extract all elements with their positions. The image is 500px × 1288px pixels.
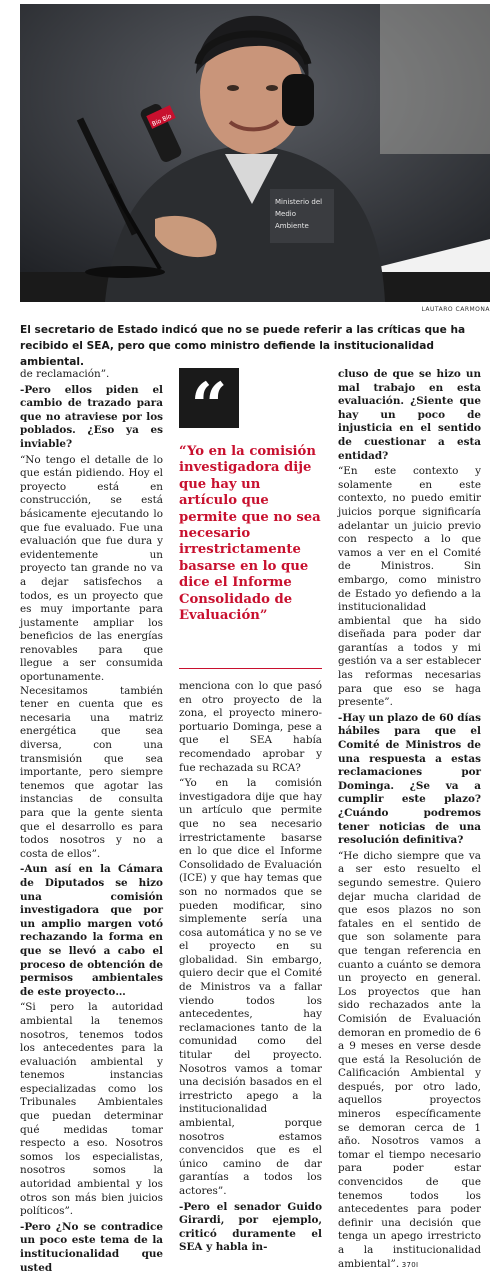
svg-text:Ministerio del: Ministerio del [275,198,323,206]
interview-question: cluso de que se hizo un mal trabajo en esta evaluación. ¿Siente que hay un poco de injusticia en el sentido de cuestionar a esta entidad? [338,368,481,462]
pull-quote [179,368,322,669]
quote-mark-icon: “ [179,368,239,428]
author-signature: 370I [399,1260,419,1269]
interview-question: -Pero el senador Guido Girardi, por ejemplo, criticó duramente el SEA y habla in- [179,1200,322,1254]
interview-answer: “En este contexto y solamente en este contexto, no puedo emitir juicios porque significaría adelantar un juicio previo con respecto a lo que vamos a ver en el Comité de Ministros. Sin embargo, como ministro de Estado yo defiendo a la institucionalidad ambiental que ha sido diseñada para poder dar garantías a todos y mi gestión va a ser establecer las reformas necesarias para que eso se haga presente”. [338,465,481,709]
interview-answer: “No tengo el detalle de lo que están pidiendo. Hoy el proyecto está en construcción, se está básicamente ejecutando lo que fue evaluado. Fue una evaluación que fue dura y evidentemente un proyecto tan grande no va a dejar satisfechos a todos, es un proyecto que es muy importante para justamente ampliar los beneficios de las energías renovables para que llegue a ser consumida oportunamente. Necesitamos también tener en cuenta que es necesaria una matriz energética que sea diversa, con una transmisión que sea importante, pero siempre tenemos que agotar las instancias de consulta para que la gente sienta que el desarrollo es para todos nosotros y no a costa de ellos”. [20,453,163,860]
interview-question: -Pero ellos piden el cambio de trazado para que no atraviese por los poblados. ¿Eso ya es inviable? [20,383,163,450]
interview-answer: “Si pero la autoridad ambiental la tenemos nosotros, tenemos todos los antecedentes para la evaluación ambiental y tenemos instancias especializadas como los Tribunales Ambientales que puedan determinar qué medidas tomar respecto a eso. Nosotros somos los especialistas, nosotros somos la autoridad ambiental y los otros son más bien juicios políticos”. [20,1001,163,1218]
column-3 [338,368,481,1274]
interview-answer: “Yo en la comisión investigadora dije que hay un artículo que permite que no sea necesario irrestrictamente basarse en lo que dice el Informe Consolidado de Evaluación (ICE) y que hay temas que son no normados que se pueden modificar, sino simplemente sería una cosa automática y no se ve el proyecto en su globalidad. Sin embargo, quiero decir que el Comité de Ministros va a fallar viendo todos los antecedentes, hay reclamaciones tanto de la comunidad como del titular del proyecto. Nosotros vamos a tomar una decisión basados en el irrestricto apego a la institucionalidad ambiental, porque nosotros estamos convencidos que es el único camino de dar garantías a todos los actores”. [179,777,322,1197]
svg-text:Medio: Medio [275,210,297,218]
article-photo [20,4,490,302]
svg-text:Ambiente: Ambiente [275,222,309,230]
mic-flag-label: Bío Bío [151,112,173,128]
interview-question: -Pero ¿No se contradice un poco este tema de la institucionalidad que usted [20,1220,163,1274]
photo-caption: El secretario de Estado indicó que no se puede referir a las críticas que ha recibido el SEA, pero que como ministro defiende la institucionalidad ambiental. [20,324,466,368]
photo-credit: LAUTARO CARMONA [421,306,490,313]
interview-question: -Aun así en la Cámara de Diputados se hizo una comisión investigadora que por un amplio margen votó rechazando la forma en que se llevó a cabo el proceso de obtención de permisos ambientales de este proyecto… [20,863,163,998]
minister-radio-interview-image [20,4,490,302]
interview-question: -Hay un plazo de 60 días hábiles para que el Comité de Ministros de una respuesta a estas reclamaciones por Dominga. ¿Se va a cumplir este plazo? ¿Cuándo podremos tener noticias de una resolución definitiva? [338,711,482,847]
column-2 [179,680,322,1257]
interview-answer: “He dicho siempre que va a ser esto resuelto el segundo semestre. Quiero dejar mucha claridad de que esos plazos no son fatales en el sentido de que son solamente para que tengan referencia en cuanto a cuánto se demora un proyecto en general. Los proyectos que han sido rechazados ante la Comisión de Evaluación demoran en promedio de 6 a 9 meses en verse desde que está la Resolución de Calificación Ambiental y después, por otro lado, aquellos proyectos mineros específicamente se demoran cerca de 1 año. Nosotros vamos a tomar el tiempo necesario para poder estar convencidos de que tenemos todos los antecedentes para poder definir una decisión que tenga un apego irrestricto a la institucionalidad ambiental”. 370I [338,849,481,1270]
interview-answer: de reclamación”. [20,368,110,380]
column-1 [20,368,163,1277]
interview-answer: menciona con lo que pasó en otro proyecto de la zona, el proyecto minero-portuario Dominga, pese a que el SEA había recomendado aprobar y fue rechazada su RCA? [179,680,322,774]
pull-quote-text: “Yo en la comisión investigadora dije que hay un artículo que permite que no sea necesario irrestrictamente basarse en lo que dice el Informe Consolidado de Evaluación” [179,444,321,624]
